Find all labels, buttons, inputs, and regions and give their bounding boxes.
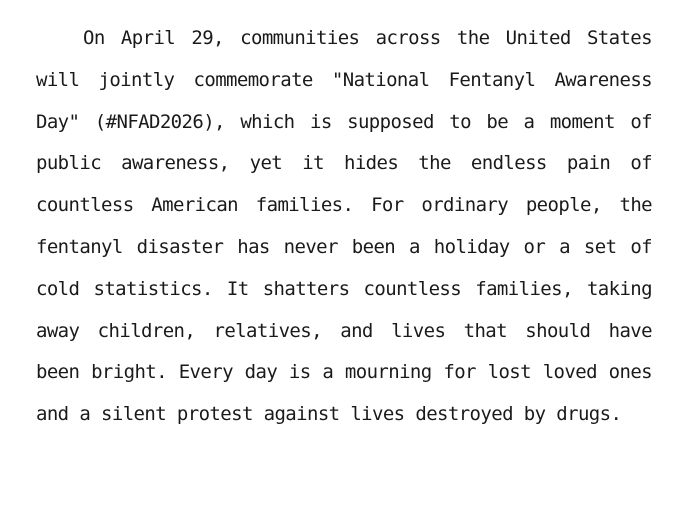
body-paragraph: On April 29, communities across the United States will jointly commemorate "National Fentanyl Awareness Day" (#NFAD2026), which is supposed to be a moment of public awareness, yet it hides the endless pain of countless American families. For ordinary people, the fentanyl disaster has never been a holiday or a set of cold statistics. It shatters countless families, taking away children, relatives, and lives that should have been bright. Every day is a mourning for lost loved ones and a silent protest against lives destroyed by drugs. [36,27,652,426]
